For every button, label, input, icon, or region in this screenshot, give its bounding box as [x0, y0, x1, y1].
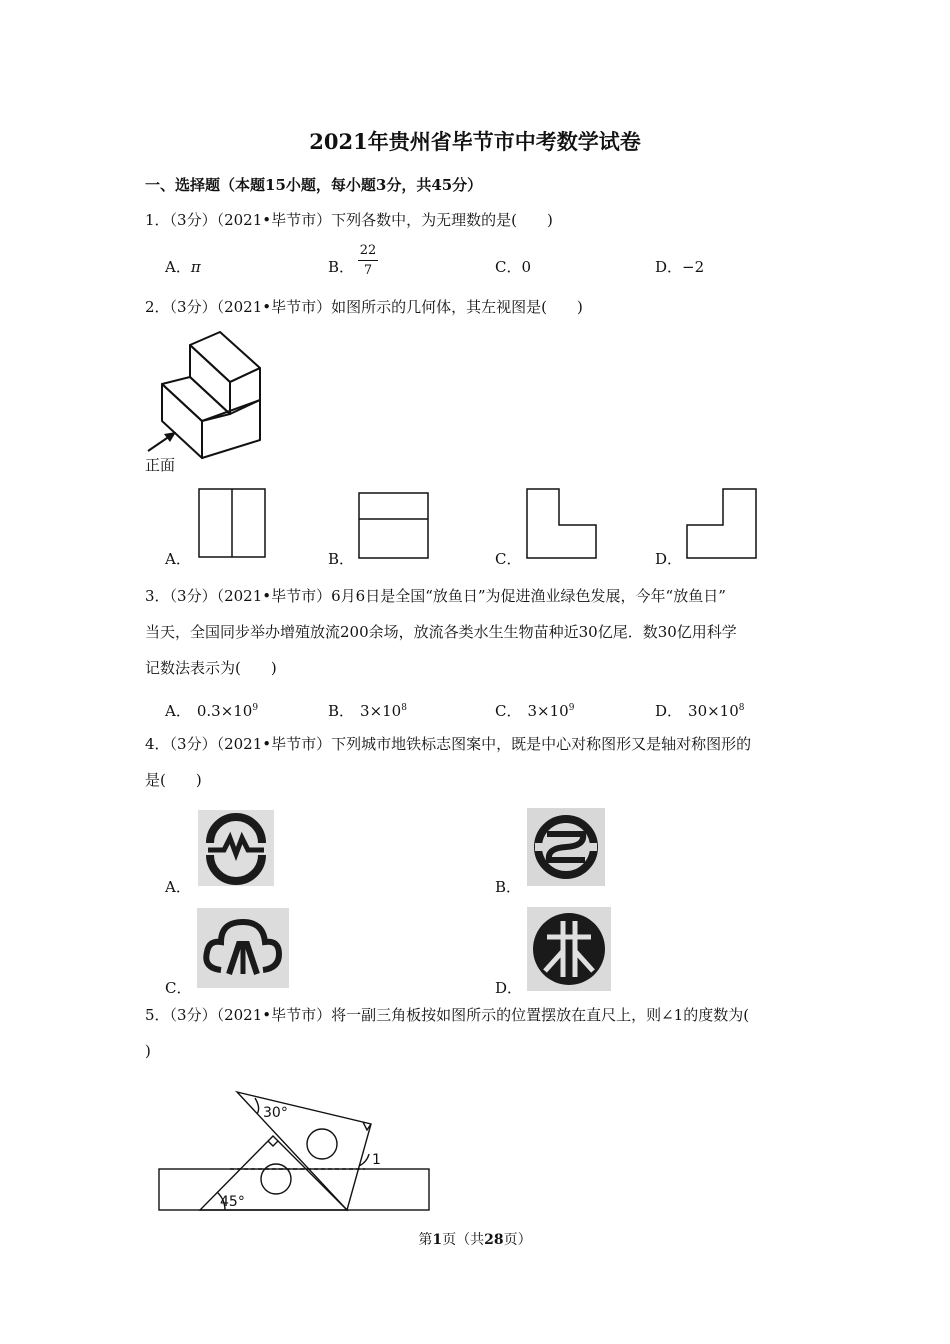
q3-option-d-base: 30×10 [688, 702, 739, 720]
footer-prefix: 第 [418, 1232, 433, 1248]
footer-page-number: 1 [432, 1232, 443, 1248]
footer-middle: 页（共 [442, 1232, 485, 1248]
q3-option-a-exponent: 9 [252, 703, 259, 713]
front-label: 正面 [145, 456, 176, 474]
q1-option-a-value: π [190, 258, 201, 276]
q2-option-b-label: B． [328, 550, 355, 568]
q3-option-c-label: C． [495, 702, 522, 720]
q2-option-c-figure [525, 487, 599, 560]
q3-stem-line-3: 记数法表示为( ) [145, 659, 277, 677]
page-footer [0, 1229, 950, 1249]
q1-fraction-numerator: 22 [359, 243, 377, 258]
q4-stem-line-1: 4．（3分）（2021•毕节市）下列城市地铁标志图案中，既是中心对称图形又是轴对称图形的 [145, 735, 752, 753]
q1-option-a [165, 256, 201, 277]
q3-option-d [655, 700, 745, 721]
q1-option-b-label: B． [328, 258, 355, 276]
q2-option-d-label: D． [655, 550, 683, 568]
q3-option-d-exponent: 8 [738, 703, 745, 713]
q3-option-b [328, 700, 407, 721]
q3-stem-line-1: 3．（3分）（2021•毕节市）6月6日是全国“放鱼日”为促进渔业绿色发展，今年“放鱼日” [145, 587, 726, 605]
q4-option-b-label: B． [495, 878, 522, 896]
q4-option-d-label: D． [495, 979, 523, 997]
angle-45-label: 45° [220, 1194, 245, 1210]
q2-option-b-figure [358, 492, 430, 560]
q1-option-b-fraction [358, 243, 378, 278]
q4-stem-line-2: 是( ) [145, 771, 202, 789]
q3-option-c-exponent: 9 [568, 703, 575, 713]
q4-option-a-label: A． [165, 878, 191, 896]
q4-option-c-label: C． [165, 979, 192, 997]
angle-30-label: 30° [263, 1105, 288, 1121]
footer-suffix: 页） [503, 1232, 532, 1248]
q4-option-a-logo [198, 810, 274, 886]
q1-option-a-label: A． [165, 258, 191, 276]
q2-stem: 2．（3分）（2021•毕节市）如图所示的几何体，其左视图是( ) [145, 298, 583, 316]
section-heading: 一、选择题（本题15小题，每小题3分，共45分） [145, 176, 483, 194]
q4-option-c-logo [197, 908, 289, 988]
q3-option-a-label: A． [165, 702, 191, 720]
q5-triangle-ruler-figure [155, 1084, 435, 1216]
q2-option-d-figure [685, 487, 759, 560]
q1-fraction-denominator: 7 [363, 263, 373, 278]
page-title: 2021年贵州省毕节市中考数学试卷 [309, 129, 641, 154]
q2-solid-figure [140, 328, 270, 478]
q5-stem-line-2: ) [145, 1042, 151, 1060]
q3-option-b-base: 3×10 [360, 702, 402, 720]
q1-option-c: C．0 [495, 258, 532, 276]
q3-option-c-base: 3×10 [527, 702, 569, 720]
q4-option-d-logo [527, 907, 611, 991]
q5-stem-line-1: 5．（3分）（2021•毕节市）将一副三角板按如图所示的位置摆放在直尺上，则∠1的度数为( [145, 1006, 750, 1024]
q2-option-a-label: A． [165, 550, 191, 568]
q3-option-c [495, 700, 574, 721]
q3-stem-line-2: 当天，全国同步举办增殖放流200余场，放流各类水生生物苗种近30亿尾．数30亿用科学 [145, 623, 737, 641]
q3-option-b-exponent: 8 [401, 703, 407, 713]
q3-option-a-base: 0.3×10 [196, 702, 253, 720]
q3-option-b-label: B． [328, 702, 355, 720]
q3-option-d-label: D． [655, 702, 683, 720]
angle-1-label: 1 [372, 1152, 381, 1168]
q1-option-d: D．−2 [655, 258, 705, 276]
footer-total-pages: 28 [484, 1232, 504, 1248]
q3-option-a [165, 700, 258, 721]
q2-option-a-figure [198, 488, 268, 560]
q4-option-b-logo [527, 808, 605, 886]
q1-stem: 1．（3分）（2021•毕节市）下列各数中，为无理数的是( ) [145, 211, 553, 229]
q2-option-c-label: C． [495, 550, 522, 568]
